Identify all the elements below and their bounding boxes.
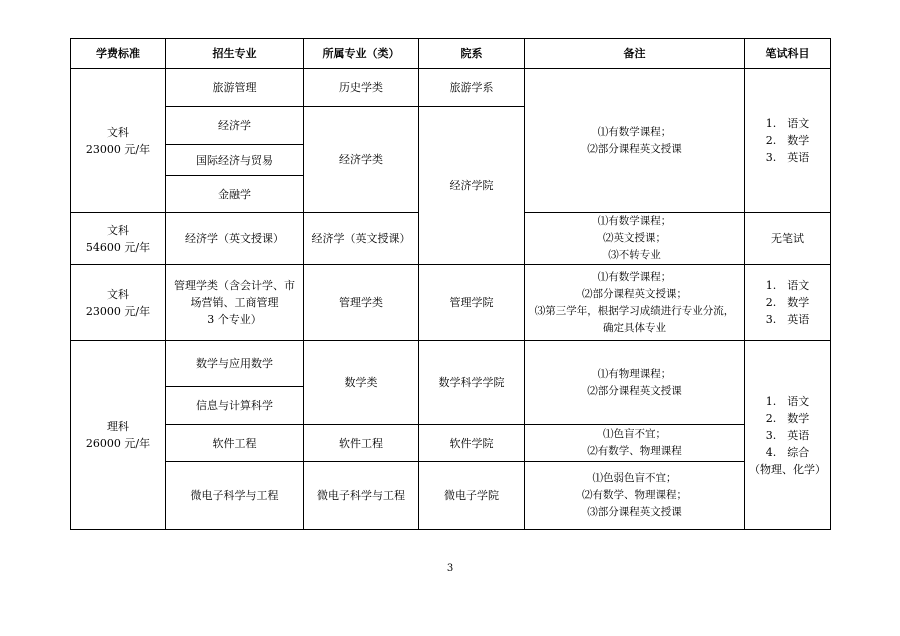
note-cell: ⑴有物理课程； ⑵部分课程英文授课 — [525, 341, 745, 425]
header-fee: 学费标准 — [71, 39, 166, 69]
note-cell: ⑴色弱色盲不宜； ⑵有数学、物理课程； ⑶部分课程英文授课 — [525, 462, 745, 530]
category-cell: 管理学类 — [304, 265, 419, 341]
major-cell: 经济学 — [166, 107, 304, 145]
dept-cell: 数学科学学院 — [419, 341, 525, 425]
category-cell: 经济学（英文授课） — [304, 213, 419, 265]
page-number: 3 — [446, 563, 454, 574]
dept-cell: 管理学院 — [419, 265, 525, 341]
category-cell: 软件工程 — [304, 425, 419, 462]
fee-cell: 文科 23000 元/年 — [71, 69, 166, 213]
table-row — [71, 341, 831, 387]
exam-cell: 无笔试 — [745, 213, 831, 265]
major-cell: 微电子科学与工程 — [166, 462, 304, 530]
category-cell: 数学类 — [304, 341, 419, 425]
category-cell: 历史学类 — [304, 69, 419, 107]
header-dept: 院系 — [419, 39, 525, 69]
major-cell: 信息与计算科学 — [166, 387, 304, 425]
major-cell: 金融学 — [166, 176, 304, 213]
table-row — [71, 462, 831, 530]
note-cell: ⑴色盲不宜； ⑵有数学、物理课程 — [525, 425, 745, 462]
note-cell: ⑴有数学课程； ⑵英文授课； ⑶不转专业 — [525, 213, 745, 265]
exam-cell: 1. 语文 2. 数学 3. 英语 — [745, 265, 831, 341]
dept-cell: 旅游学系 — [419, 69, 525, 107]
header-exam: 笔试科目 — [745, 39, 831, 69]
table-row — [71, 265, 831, 341]
table-row — [71, 69, 831, 107]
dept-cell: 微电子学院 — [419, 462, 525, 530]
fee-table — [70, 38, 831, 530]
exam-cell: 1. 语文 2. 数学 3. 英语 4. 综合 （物理、化学） — [745, 341, 831, 530]
fee-cell: 文科 54600 元/年 — [71, 213, 166, 265]
major-cell: 数学与应用数学 — [166, 341, 304, 387]
dept-cell: 经济学院 — [419, 107, 525, 265]
major-cell: 经济学（英文授课） — [166, 213, 304, 265]
header-row — [71, 39, 831, 69]
fee-cell: 理科 26000 元/年 — [71, 341, 166, 530]
header-major: 招生专业 — [166, 39, 304, 69]
major-cell: 软件工程 — [166, 425, 304, 462]
major-cell: 旅游管理 — [166, 69, 304, 107]
category-cell: 经济学类 — [304, 107, 419, 213]
note-cell: ⑴有数学课程； ⑵部分课程英文授课 — [525, 69, 745, 213]
major-cell: 国际经济与贸易 — [166, 145, 304, 176]
header-category: 所属专业（类） — [304, 39, 419, 69]
category-cell: 微电子科学与工程 — [304, 462, 419, 530]
note-cell: ⑴有数学课程； ⑵部分课程英文授课； ⑶第三学年，根据学习成绩进行专业分流， 确定具体专业 — [525, 265, 745, 341]
dept-cell: 软件学院 — [419, 425, 525, 462]
fee-cell: 文科 23000 元/年 — [71, 265, 166, 341]
major-cell: 管理学类（含会计学、市 场营销、工商管理 3 个专业） — [166, 265, 304, 341]
header-note: 备注 — [525, 39, 745, 69]
exam-cell: 1. 语文 2. 数学 3. 英语 — [745, 69, 831, 213]
table-row — [71, 425, 831, 462]
